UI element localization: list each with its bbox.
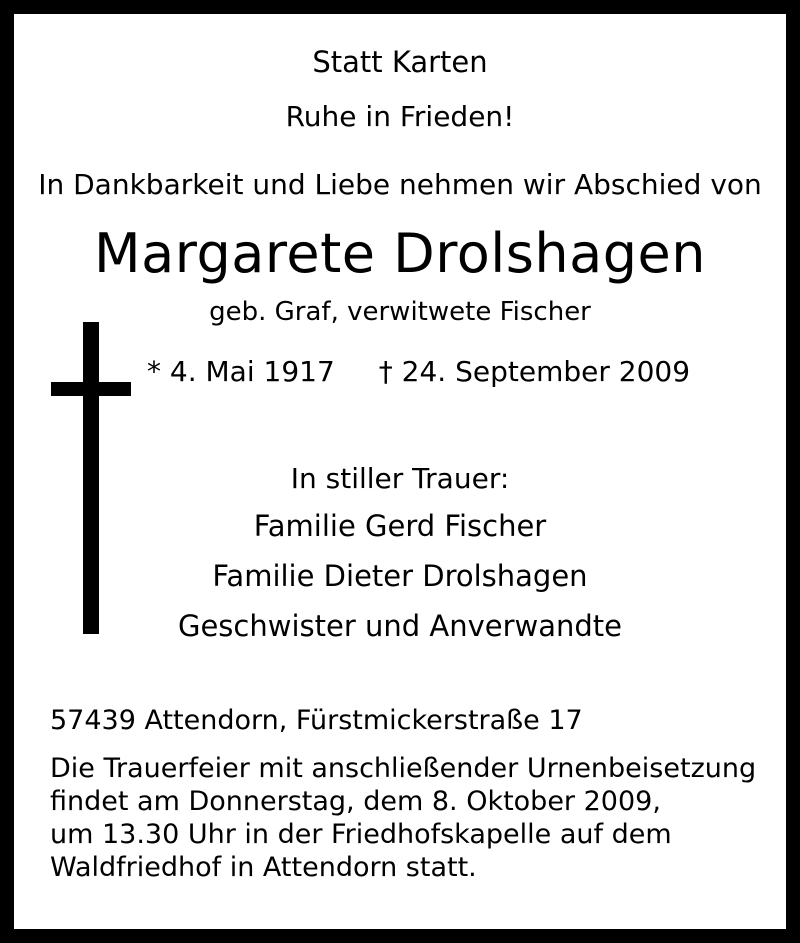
ceremony-line: Waldfriedhof in Attendorn statt. bbox=[50, 852, 477, 883]
ceremony-line: findet am Donnerstag, dem 8. Oktober 2009, bbox=[50, 786, 661, 817]
header-ruhe-in-frieden: Ruhe in Frieden! bbox=[285, 100, 515, 133]
life-dates bbox=[147, 355, 691, 388]
header-statt-karten: Statt Karten bbox=[312, 45, 488, 79]
ceremony-line: um 13.30 Uhr in der Friedhofskapelle auf dem bbox=[50, 819, 672, 850]
mourners-label: In stiller Trauer: bbox=[290, 462, 510, 495]
cross-icon-bar bbox=[51, 382, 131, 396]
mourner-item: Familie Dieter Drolshagen bbox=[212, 559, 588, 593]
address: 57439 Attendorn, Fürstmickerstraße 17 bbox=[50, 705, 583, 736]
maiden-name: geb. Graf, verwitwete Fischer bbox=[209, 297, 591, 327]
deceased-name: Margarete Drolshagen bbox=[94, 222, 706, 285]
death-date: † 24. September 2009 bbox=[378, 355, 691, 388]
intro-text: In Dankbarkeit und Liebe nehmen wir Abschied von bbox=[38, 168, 762, 201]
mourner-item: Geschwister und Anverwandte bbox=[177, 609, 622, 643]
birth-date: * 4. Mai 1917 bbox=[147, 355, 335, 388]
mourner-item: Familie Gerd Fischer bbox=[253, 509, 547, 543]
ceremony-info bbox=[50, 752, 756, 884]
ceremony-line: Die Trauerfeier mit anschließender Urnenbeisetzung bbox=[50, 753, 757, 784]
